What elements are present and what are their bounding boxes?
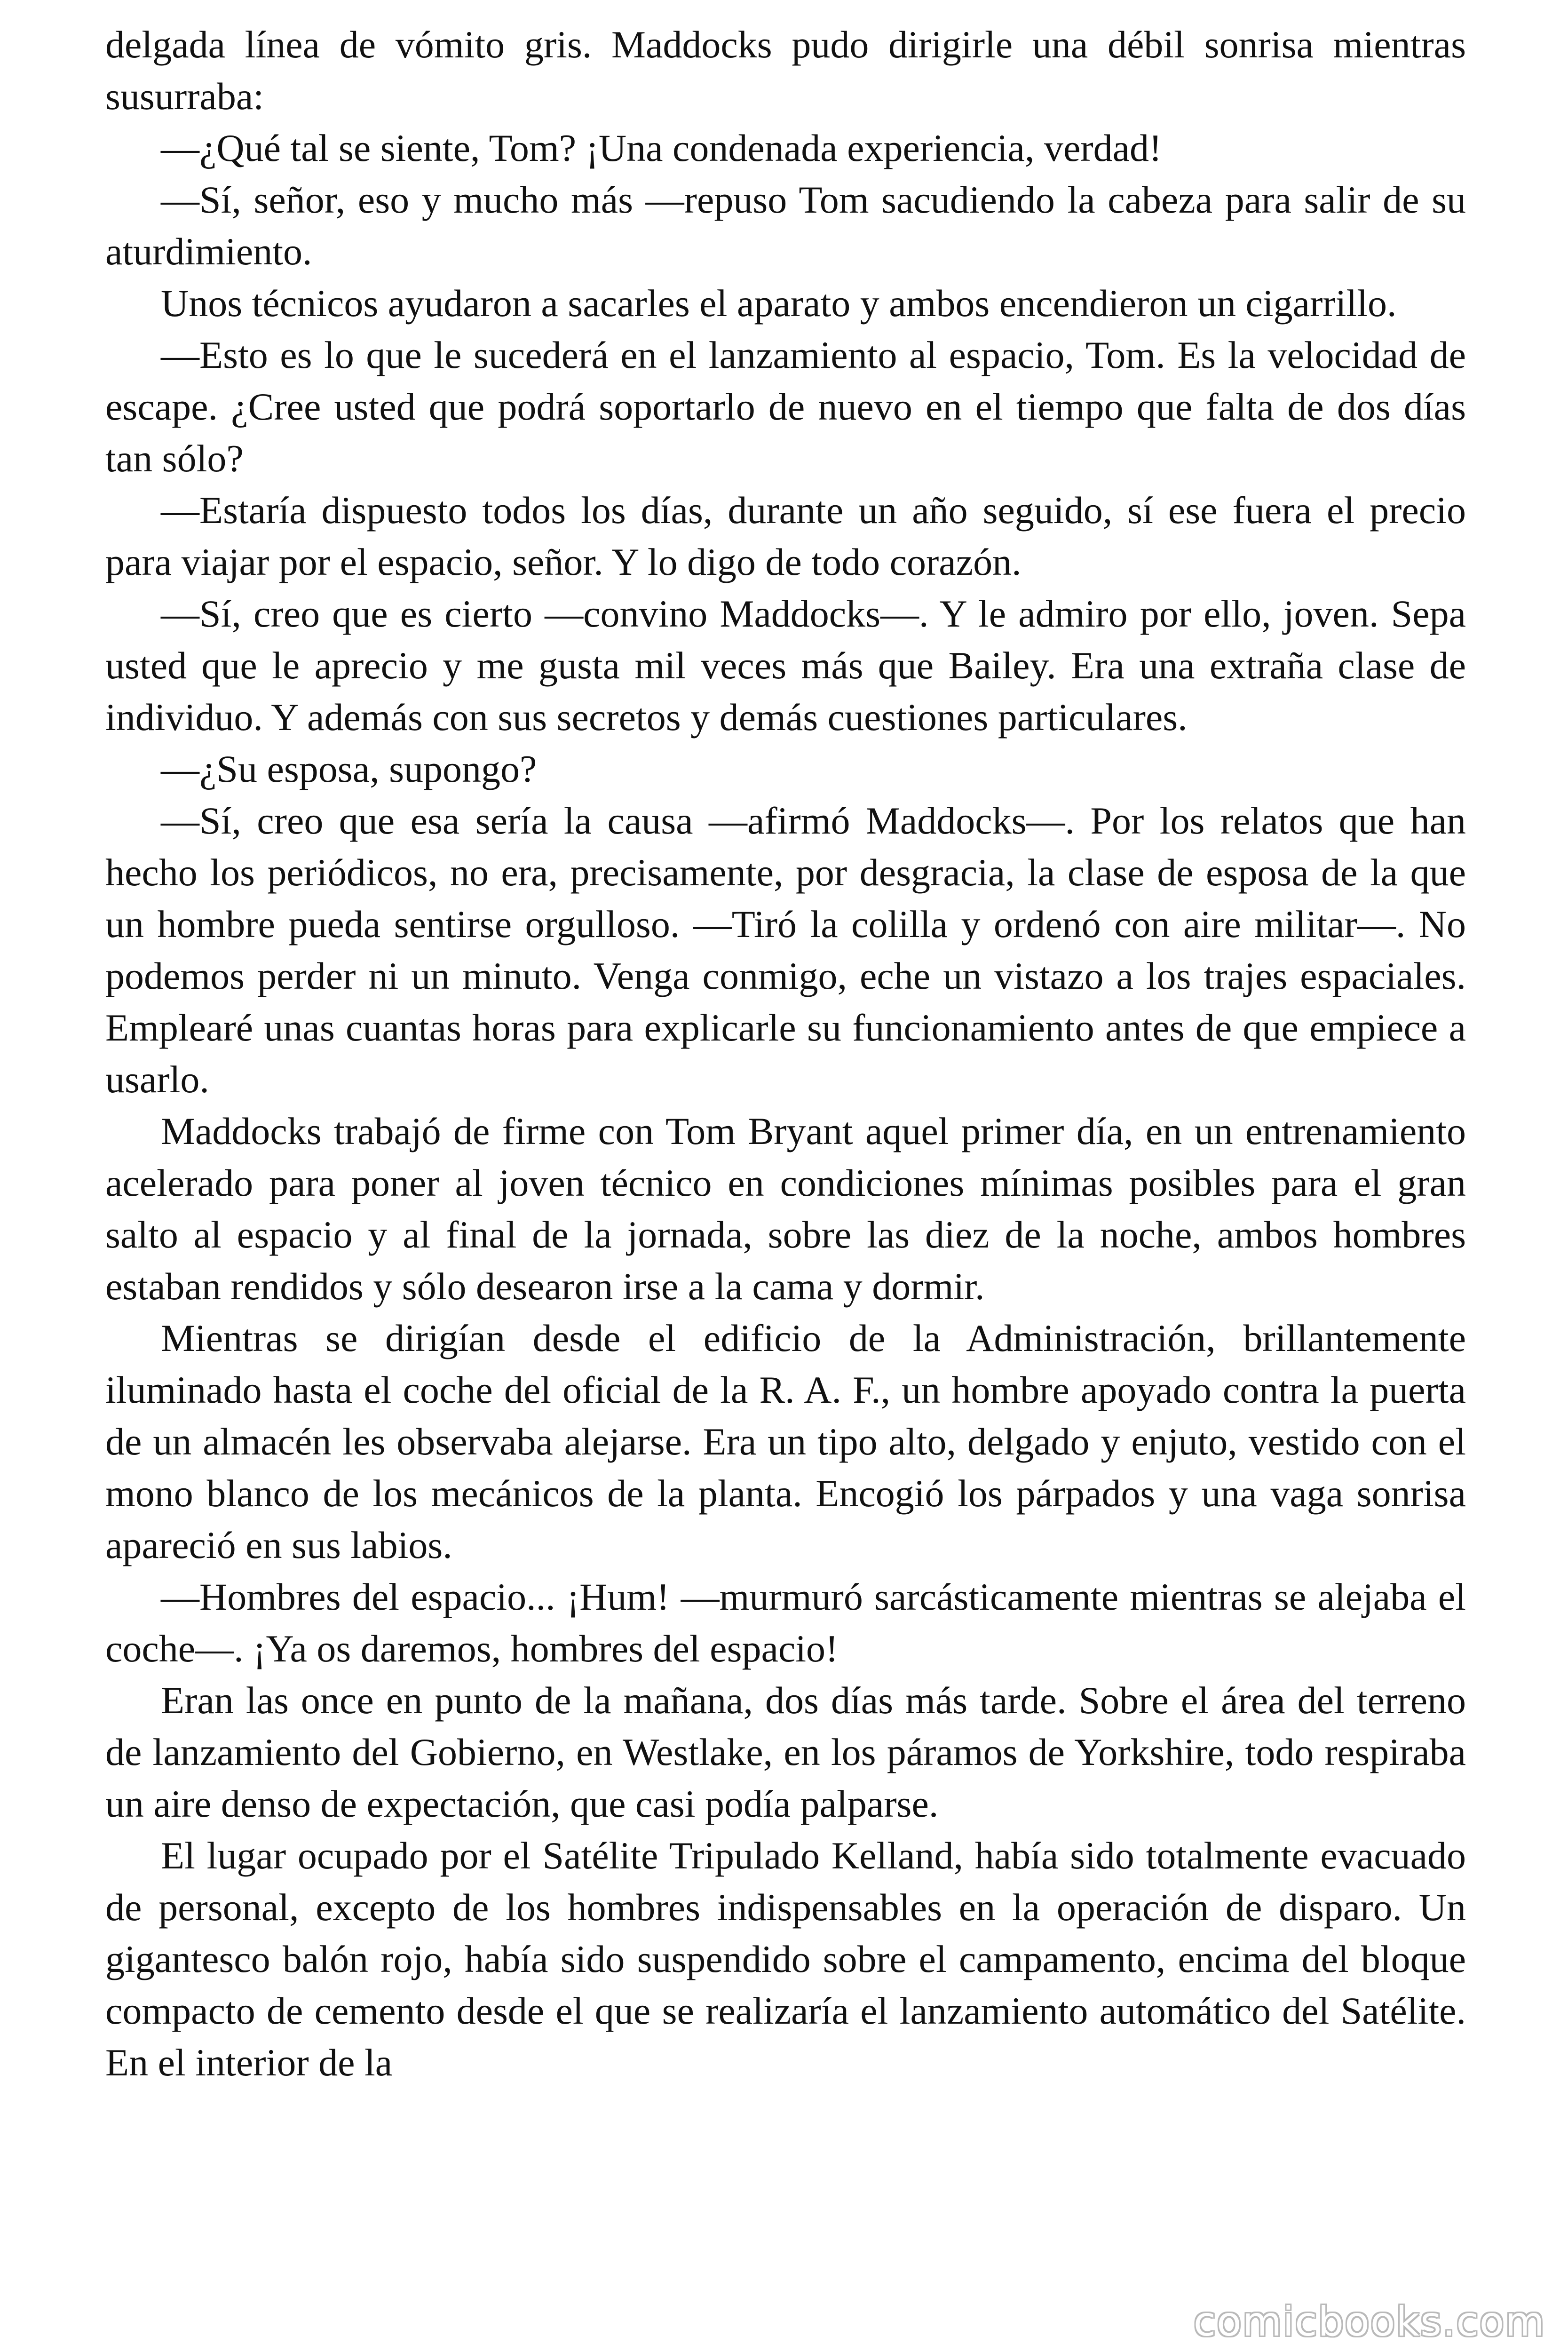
watermark-text: comicbooks.com xyxy=(1193,2298,1545,2345)
paragraph: —¿Su esposa, supongo? xyxy=(161,747,537,790)
paragraph-continued: delgada línea de vómito gris. Maddocks pudo dirigirle una débil sonrisa mientras susurraba: xyxy=(105,23,1466,118)
book-page-text xyxy=(105,19,1466,2089)
paragraph: Unos técnicos ayudaron a sacarles el aparato y ambos encendieron un cigarrillo. xyxy=(161,282,1397,325)
paragraph: —Sí, creo que es cierto —convino Maddocks—. Y le admiro por ello, joven. Sepa usted que le aprecio y me gusta mil veces más que Bailey. Era una extraña clase de individuo. Y además con sus secretos y demás cuestiones particulares. xyxy=(105,592,1466,739)
paragraph: —Sí, creo que esa sería la causa —afirmó Maddocks—. Por los relatos que han hecho los periódicos, no era, precisamente, por desgracia, la clase de esposa de la que un hombre pueda sentirse orgulloso. —Tiró la colilla y ordenó con aire militar—. No podemos perder ni un minuto. Venga conmigo, eche un vistazo a los trajes espaciales. Emplearé unas cuantas horas para explicarle su funcionamiento antes de que empiece a usarlo. xyxy=(105,799,1466,1101)
paragraph: —Hombres del espacio... ¡Hum! —murmuró sarcásticamente mientras se alejaba el coche—. ¡Ya os daremos, hombres del espacio! xyxy=(105,1575,1466,1670)
paragraph: —¿Qué tal se siente, Tom? ¡Una condenada experiencia, verdad! xyxy=(161,127,1162,169)
paragraph: —Sí, señor, eso y mucho más —repuso Tom sacudiendo la cabeza para salir de su aturdimiento. xyxy=(105,178,1466,273)
paragraph: Maddocks trabajó de firme con Tom Bryant aquel primer día, en un entrenamiento acelerado para poner al joven técnico en condiciones mínimas posibles para el gran salto al espacio y al final de la jornada, sobre las diez de la noche, ambos hombres estaban rendidos y sólo desearon irse a la cama y dormir. xyxy=(105,1110,1466,1308)
paragraph: El lugar ocupado por el Satélite Tripulado Kelland, había sido totalmente evacuado de personal, excepto de los hombres indispensables en la operación de disparo. Un gigantesco balón rojo, había sido suspendido sobre el campamento, encima del bloque compacto de cemento desde el que se realizaría el lanzamiento automático del Satélite. En el interior de la xyxy=(105,1834,1466,2084)
paragraph: —Esto es lo que le sucederá en el lanzamiento al espacio, Tom. Es la velocidad de escape. ¿Cree usted que podrá soportarlo de nuevo en el tiempo que falta de dos días tan sólo? xyxy=(105,334,1466,480)
paragraph: Mientras se dirigían desde el edificio de la Administración, brillantemente iluminado hasta el coche del oficial de la R. A. F., un hombre apoyado contra la puerta de un almacén les observaba alejarse. Era un tipo alto, delgado y enjuto, vestido con el mono blanco de los mecánicos de la planta. Encogió los párpados y una vaga sonrisa apareció en sus labios. xyxy=(105,1317,1466,1566)
paragraph: —Estaría dispuesto todos los días, durante un año seguido, sí ese fuera el precio para viajar por el espacio, señor. Y lo digo de todo corazón. xyxy=(105,489,1466,583)
paragraph: Eran las once en punto de la mañana, dos días más tarde. Sobre el área del terreno de lanzamiento del Gobierno, en Westlake, en los páramos de Yorkshire, todo respiraba un aire denso de expectación, que casi podía palparse. xyxy=(105,1679,1466,1825)
